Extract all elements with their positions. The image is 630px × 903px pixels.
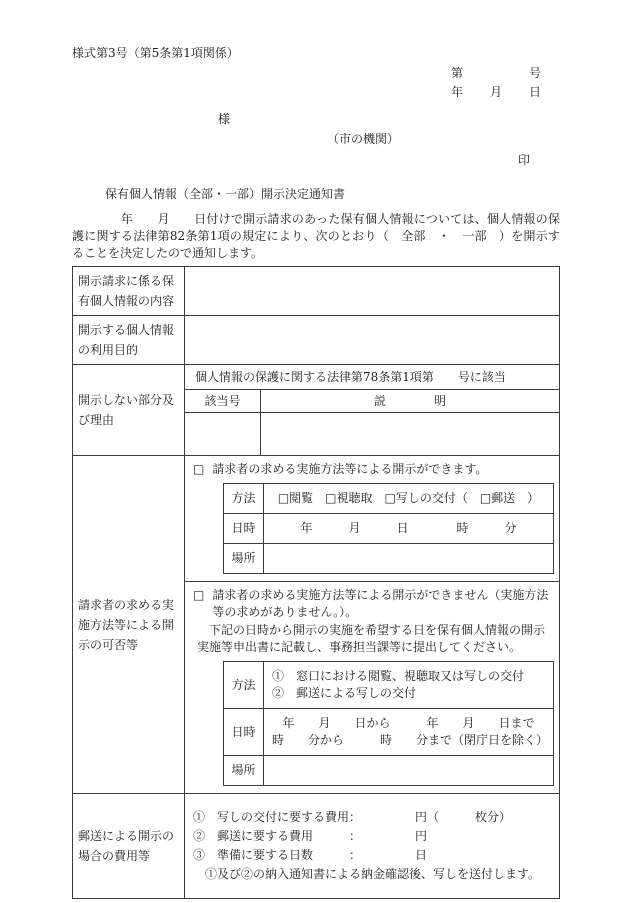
label-line: 開示請求に係る保 (78, 274, 175, 288)
column-header-explanation: 説 明 (373, 394, 446, 408)
label-line: び理由 (78, 413, 115, 427)
fee-days-line: ③ 準備に要する日数 ： 日 (193, 848, 428, 862)
method-option-mail: ② 郵送による写しの交付 (272, 686, 417, 700)
disclosure-method-cell (185, 456, 559, 793)
label-line: の利用目的 (78, 343, 139, 357)
item-no-value-cell (185, 413, 261, 455)
fee-note-line: ①及び②の納入通知書による納金確認後、写しを送付します。 (193, 867, 541, 881)
column-header-item-no: 該当号 (185, 390, 261, 412)
disclosure-possible-text: 請求者の求める実施方法等による開示ができます。 (212, 462, 488, 476)
checkbox-viewing-option[interactable]: □視聴取 (325, 491, 373, 505)
document-title: 保有個人情報（全部・一部）開示決定通知書 (105, 187, 346, 201)
label-line: 場合の費用等 (78, 849, 151, 863)
checkbox-disclosure-impossible[interactable]: □ (193, 588, 205, 602)
method-datetime-place-table (223, 483, 554, 574)
row-usage-purpose (73, 315, 559, 364)
label-line: 施方法等による開 (78, 617, 175, 632)
datetime-row (224, 708, 553, 755)
row-disclosed-info-content (73, 267, 559, 315)
datetime-label: 日時 (224, 709, 264, 755)
label-line: 有個人情報の内容 (78, 294, 175, 308)
row-label (73, 267, 185, 315)
fee-copy-line: ① 写しの交付に要する費用： 円（ 枚分） (193, 810, 512, 824)
date-month-label: 月 (489, 85, 502, 99)
fee-postage-line: ② 郵送に要する費用 ： 円 (193, 829, 428, 843)
disclosure-impossible-text: 請求者の求める実施方法等による開示ができません（実施方法等の求めがありません。）。 (212, 588, 549, 619)
addressee-sama: 様 (218, 112, 231, 126)
method-datetime-place-table-2 (223, 661, 554, 786)
row-nondisclosed-parts (73, 364, 559, 455)
label-line: 開示しない部分及 (78, 393, 175, 407)
row-label (73, 365, 185, 455)
datetime-value-cell: 年 月 日 時 分 (300, 521, 517, 535)
document-number-line (451, 64, 541, 83)
datetime-label: 日時 (224, 514, 264, 543)
doc-no-suffix: 号 (528, 66, 541, 80)
submission-instruction: 下記の日時から開示の実施を希望する日を保有個人情報の開示実施等申出書に記載し、事務担当課等に提出してください。 (197, 623, 546, 654)
date-day-label: 日 (528, 85, 541, 99)
label-line: 示の可否等 (78, 637, 139, 652)
checkbox-inspection-option[interactable]: □閲覧 (277, 491, 314, 505)
row-disclosure-method (73, 455, 559, 793)
form-number: 様式第3号（第5条第1項関係） (72, 46, 239, 60)
disclosure-impossible-line (193, 587, 555, 621)
disclosure-impossible-block (185, 581, 559, 793)
seal-mark: 印 (517, 153, 530, 167)
method-row (224, 662, 553, 708)
usage-purpose-cell (185, 316, 559, 364)
nondisclosed-parts-cell (185, 365, 559, 455)
mailing-fees-cell (185, 794, 559, 898)
label-line: 郵送による開示の (78, 829, 175, 843)
row-label (73, 456, 185, 793)
datetime-range-hours: 時 分から 時 分まで（閉庁日を除く） (272, 733, 549, 747)
header-right-block (72, 64, 560, 102)
checkbox-copy-mail-option[interactable]: □写しの交付（ □郵送 ） (384, 491, 540, 505)
place-label: 場所 (224, 544, 264, 573)
method-label: 方法 (224, 662, 264, 708)
row-mailing-fees (73, 793, 559, 898)
reason-subtable-body (185, 413, 559, 455)
issuer-organization: （市の機関） (327, 132, 400, 146)
disclosed-info-content-cell (185, 267, 559, 315)
row-label (73, 794, 185, 898)
method-options-cell (264, 662, 553, 708)
doc-no-prefix: 第 (451, 66, 464, 80)
place-value-cell (264, 544, 553, 573)
explanation-value-cell (261, 413, 559, 455)
reason-subtable-header (185, 390, 559, 413)
datetime-value-cell (264, 709, 553, 755)
datetime-range-dates: 年 月 日から 年 月 日まで (282, 716, 535, 730)
place-value-cell (264, 756, 553, 785)
intro-paragraph: 年 月 日付けで開示請求のあった保有個人情報については、個人情報の保護に関する法律第82条第1項の規定により、次のとおり（ 全部 ・ 一部 ）を開示することを決定したので通知します。 (72, 212, 560, 260)
applicable-law-line: 個人情報の保護に関する法律第78条第1項第 号に該当 (185, 365, 559, 390)
method-options-cell (264, 484, 553, 513)
label-line: 請求者の求める実 (78, 597, 175, 612)
place-label: 場所 (224, 756, 264, 785)
row-label (73, 316, 185, 364)
method-option-counter: ① 窓口における閲覧、視聴取又は写しの交付 (272, 669, 525, 683)
place-row (224, 755, 553, 785)
method-row (224, 484, 553, 513)
datetime-row (224, 513, 553, 543)
date-line (451, 83, 541, 102)
disclosure-possible-line (193, 461, 555, 478)
label-line: 開示する個人情報 (78, 323, 175, 337)
place-row (224, 543, 553, 573)
date-year-label: 年 (451, 85, 464, 99)
checkbox-disclosure-possible[interactable]: □ (193, 462, 205, 476)
method-label: 方法 (224, 484, 264, 513)
main-table (72, 266, 560, 899)
disclosure-possible-block (185, 456, 559, 581)
